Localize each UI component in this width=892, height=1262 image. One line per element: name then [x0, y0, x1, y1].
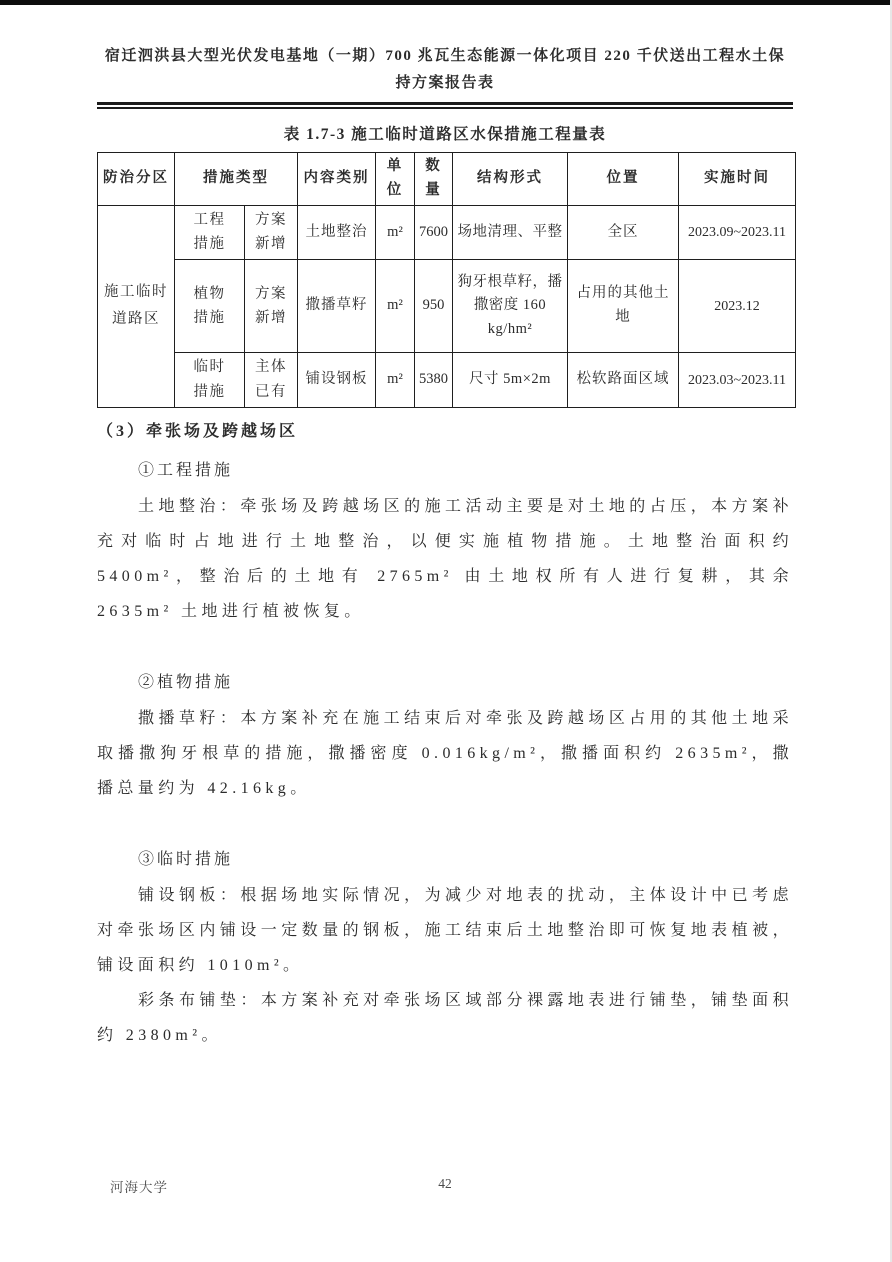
location-cell: 全区: [568, 205, 679, 260]
col-header-structure: 结构形式: [453, 153, 568, 206]
structure-cell: 场地清理、平整: [453, 205, 568, 260]
location-cell: 占用的其他土地: [568, 260, 679, 353]
col-header-zone: 防治分区: [98, 153, 175, 206]
content-cell: 铺设钢板: [298, 353, 376, 408]
footer-page-number: 42: [438, 1176, 452, 1191]
col-header-time: 实施时间: [679, 153, 796, 206]
subsection-engineering: ①工程措施: [138, 461, 234, 479]
page-footer: [0, 1176, 890, 1196]
footer-organization: 河海大学: [110, 1180, 168, 1195]
table-row: [98, 205, 796, 260]
subsection-vegetation: ②植物措施: [138, 673, 234, 691]
measure-type-label: 临时措施: [193, 359, 226, 401]
page-content: [0, 43, 890, 1053]
structure-cell: 狗牙根草籽，播撒密度 160 kg/hm²: [453, 260, 568, 353]
measure-source-label: 方案新增: [255, 211, 287, 253]
table-header-row: [98, 153, 796, 206]
zone-label: 施工临时道路区: [104, 283, 168, 328]
unit-cell: m²: [376, 353, 415, 408]
unit-cell: m²: [376, 205, 415, 260]
time-cell: 2023.03~2023.11: [679, 353, 796, 408]
location-cell: 松软路面区域: [568, 353, 679, 408]
time-cell: 2023.12: [679, 260, 796, 353]
measure-type-cell: [175, 260, 245, 353]
col-header-qty: 数量: [415, 153, 453, 206]
measure-source-cell: [245, 353, 298, 408]
col-header-measure-type: 措施类型: [175, 153, 298, 206]
paragraph-grass-seeding: 撒播草籽：本方案补充在施工结束后对牵张及跨越场区占用的其他土地采取播撒狗牙根草的措施，撒播密度 0.016kg/m²，撒播面积约 2635m²，撒播总量约为 42.16kg。: [97, 709, 793, 797]
paragraph-land-rehab: 土地整治：牵张场及跨越场区的施工活动主要是对土地的占压，本方案补充对临时占地进行土地整治，以便实施植物措施。土地整治面积约 5400m²，整治后的土地有 2765m² 由土地权所有人进行复耕，其余 2635m² 土地进行植被恢复。: [97, 497, 793, 620]
measure-type-cell: [175, 205, 245, 260]
measure-source-label: 方案新增: [255, 285, 287, 327]
header-divider: [97, 102, 793, 109]
measure-source-cell: [245, 260, 298, 353]
subsection-temporary: ③临时措施: [138, 850, 234, 868]
col-header-location: 位置: [568, 153, 679, 206]
content-cell: 撒播草籽: [298, 260, 376, 353]
measure-type-cell: [175, 353, 245, 408]
measure-source-cell: [245, 205, 298, 260]
col-header-unit: 单位: [376, 153, 415, 206]
table-title: 表 1.7-3 施工临时道路区水保措施工程量表: [283, 126, 607, 143]
qty-cell: 5380: [415, 353, 453, 408]
page-top-edge: [0, 0, 890, 5]
content-cell: 土地整治: [298, 205, 376, 260]
zone-cell: [98, 205, 175, 407]
structure-cell: 尺寸 5m×2m: [453, 353, 568, 408]
col-header-content: 内容类别: [298, 153, 376, 206]
running-head: 宿迁泗洪县大型光伏发电基地（一期）700 兆瓦生态能源一体化项目 220 千伏送出工程水土保持方案报告表: [104, 48, 786, 91]
section-heading: （3）牵张场及跨越场区: [97, 422, 299, 440]
paragraph-tarp-padding: 彩条布铺垫：本方案补充对牵张场区域部分裸露地表进行铺垫，铺垫面积约 2380m²。: [97, 991, 793, 1044]
measures-table: [97, 152, 796, 408]
qty-cell: 7600: [415, 205, 453, 260]
unit-cell: m²: [376, 260, 415, 353]
measure-type-label: 工程措施: [193, 211, 226, 253]
table-row: [98, 260, 796, 353]
table-row: [98, 353, 796, 408]
time-cell: 2023.09~2023.11: [679, 205, 796, 260]
measure-type-label: 植物措施: [193, 285, 226, 327]
measure-source-label: 主体已有: [255, 359, 287, 401]
qty-cell: 950: [415, 260, 453, 353]
paragraph-steel-plates: 铺设钢板：根据场地实际情况，为减少对地表的扰动，主体设计中已考虑对牵张场区内铺设一定数量的钢板，施工结束后土地整治即可恢复地表植被，铺设面积约 1010m²。: [97, 886, 793, 974]
